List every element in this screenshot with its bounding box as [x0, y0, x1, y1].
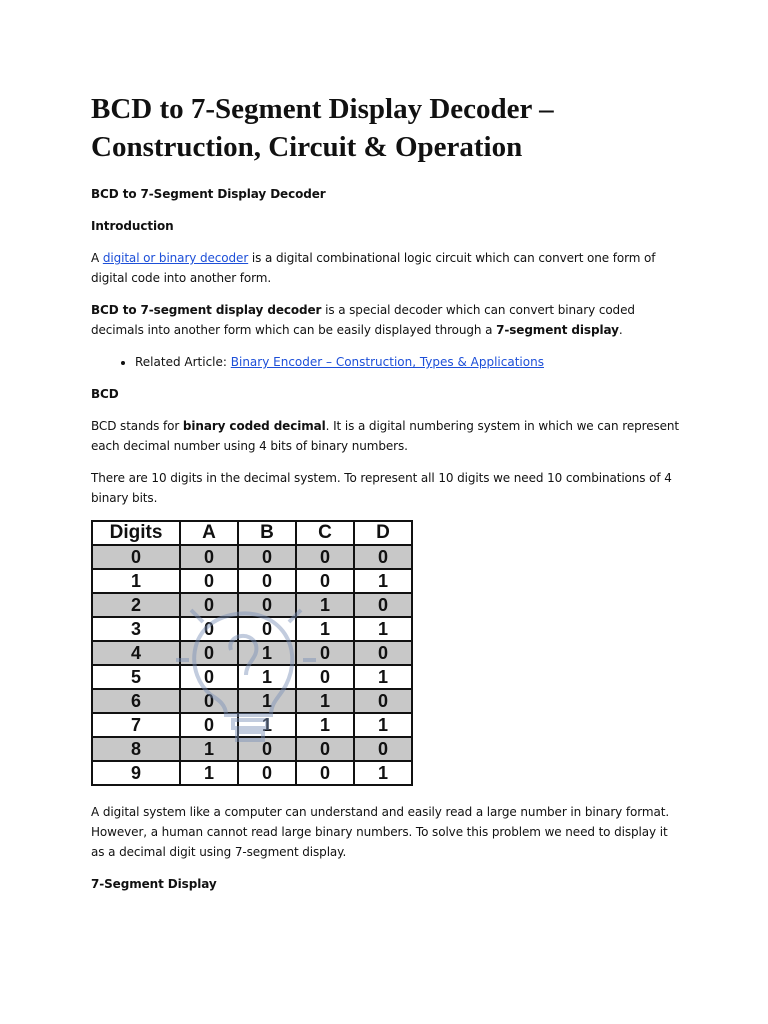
table-cell: 3	[92, 617, 180, 641]
table-cell: 1	[354, 569, 412, 593]
table-row	[92, 617, 412, 641]
table-cell: 0	[180, 617, 238, 641]
subtitle: BCD to 7-Segment Display Decoder	[91, 187, 326, 201]
system-paragraph: A digital system like a computer can understand and easily read a large number in binary format. However, a human cannot read large binary numbers. To solve this problem we need to display it as a decimal digit using 7-segment display.	[91, 805, 670, 859]
intro-suffix: is a digital combinational logic circuit which can convert one form of digital code into another form.	[91, 251, 656, 285]
table-cell: 0	[354, 641, 412, 665]
table-header-cell: C	[296, 521, 354, 545]
table-cell: 1	[238, 713, 296, 737]
table-cell: 1	[238, 641, 296, 665]
table-cell: 0	[296, 569, 354, 593]
introduction-heading: Introduction	[91, 219, 174, 233]
table-cell: 0	[180, 593, 238, 617]
table-cell: 0	[238, 737, 296, 761]
table-header-cell: Digits	[92, 521, 180, 545]
table-cell: 1	[238, 689, 296, 713]
table-cell: 1	[296, 617, 354, 641]
table-cell: 0	[354, 689, 412, 713]
table-cell: 2	[92, 593, 180, 617]
table-row	[92, 689, 412, 713]
table-cell: 0	[354, 737, 412, 761]
page-title: BCD to 7-Segment Display Decoder – Construction, Circuit & Operation	[91, 93, 554, 163]
binary-encoder-link[interactable]: Binary Encoder – Construction, Types & Applications	[230, 355, 544, 369]
table-cell: 0	[238, 545, 296, 569]
table-row	[92, 737, 412, 761]
article	[91, 90, 681, 906]
table-cell: 0	[296, 761, 354, 785]
intro-prefix: A	[91, 251, 103, 265]
decoder-paragraph	[91, 300, 681, 340]
table-cell: 1	[296, 713, 354, 737]
table-cell: 6	[92, 689, 180, 713]
table-cell: 0	[180, 713, 238, 737]
table-cell: 0	[354, 545, 412, 569]
decoder-bold-end: 7-segment display	[496, 323, 619, 337]
table-row	[92, 641, 412, 665]
table-cell: 1	[354, 713, 412, 737]
related-article-item	[135, 352, 681, 372]
table-cell: 0	[354, 593, 412, 617]
table-cell: 0	[238, 593, 296, 617]
table-cell: 8	[92, 737, 180, 761]
related-label: Related Article:	[135, 355, 231, 369]
bcd-bold: binary coded decimal	[182, 419, 326, 433]
table-cell: 0	[180, 545, 238, 569]
intro-paragraph	[91, 248, 681, 288]
table-cell: 1	[354, 665, 412, 689]
related-list	[91, 352, 681, 372]
table-cell: 1	[296, 689, 354, 713]
table-cell: 7	[92, 713, 180, 737]
table-cell: 0	[296, 545, 354, 569]
table-row	[92, 665, 412, 689]
decoder-middle: is a special decoder which can convert binary coded decimals into another form which can be easily displayed through a	[91, 303, 635, 337]
table-cell: 4	[92, 641, 180, 665]
table-cell: 0	[238, 761, 296, 785]
table-row	[92, 761, 412, 785]
table-cell: 1	[238, 665, 296, 689]
bcd-table-figure	[91, 520, 413, 786]
table-cell: 0	[296, 641, 354, 665]
table-cell: 1	[92, 569, 180, 593]
table-cell: 1	[180, 761, 238, 785]
table-header-cell: D	[354, 521, 412, 545]
table-cell: 1	[296, 593, 354, 617]
bcd-prefix: BCD stands for	[91, 419, 183, 433]
table-cell: 9	[92, 761, 180, 785]
table-header-cell: A	[180, 521, 238, 545]
digits-paragraph: There are 10 digits in the decimal system. To represent all 10 digits we need 10 combinations of 4 binary bits.	[91, 471, 672, 505]
table-cell: 0	[180, 641, 238, 665]
table-cell: 0	[296, 737, 354, 761]
table-cell: 0	[238, 617, 296, 641]
bcd-suffix: . It is a digital numbering system in which we can represent each decimal number using 4 bits of binary numbers.	[91, 419, 680, 453]
table-cell: 0	[296, 665, 354, 689]
table-cell: 1	[354, 761, 412, 785]
table-header-cell: B	[238, 521, 296, 545]
bcd-paragraph	[91, 416, 681, 456]
table-header-row	[92, 521, 412, 545]
table-cell: 0	[92, 545, 180, 569]
bcd-table	[91, 520, 413, 786]
table-cell: 0	[180, 569, 238, 593]
decoder-bold-start: BCD to 7-segment display decoder	[91, 303, 322, 317]
table-cell: 5	[92, 665, 180, 689]
table-cell: 0	[238, 569, 296, 593]
seven-segment-heading: 7-Segment Display	[91, 877, 217, 891]
table-row	[92, 569, 412, 593]
table-row	[92, 545, 412, 569]
bcd-heading: BCD	[91, 387, 119, 401]
binary-decoder-link[interactable]: digital or binary decoder	[102, 251, 249, 265]
table-cell: 1	[180, 737, 238, 761]
decoder-end: .	[618, 323, 623, 337]
table-row	[92, 713, 412, 737]
table-cell: 1	[354, 617, 412, 641]
table-cell: 0	[180, 689, 238, 713]
table-row	[92, 593, 412, 617]
table-cell: 0	[180, 665, 238, 689]
